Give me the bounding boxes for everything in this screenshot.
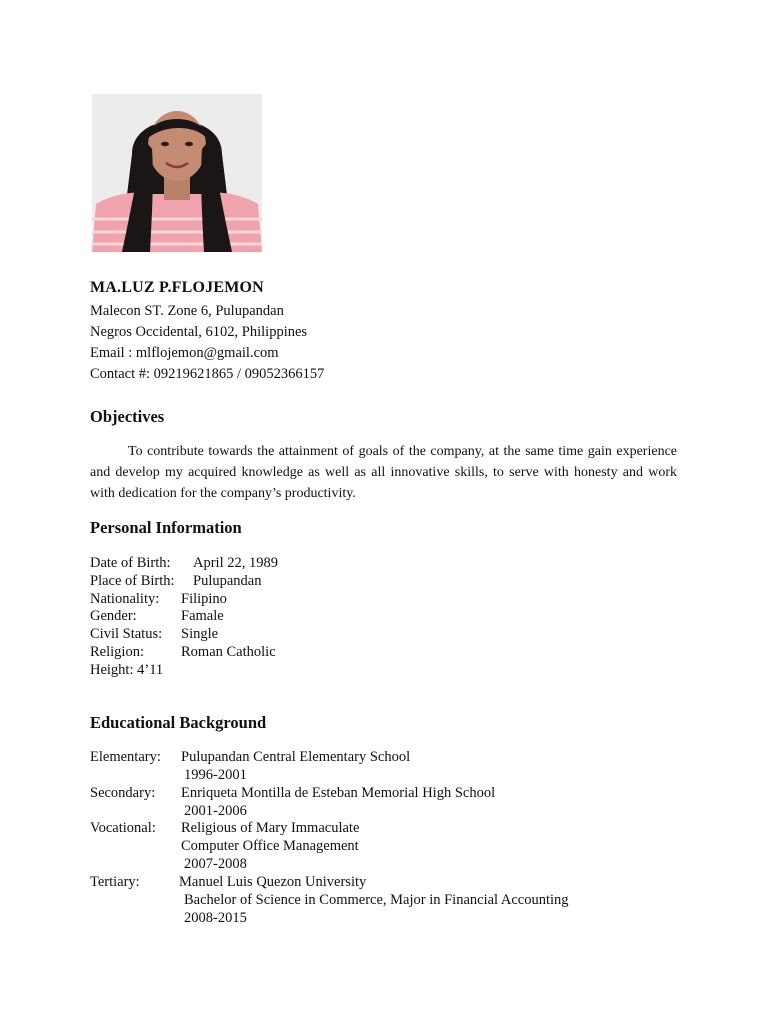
personal-value: April 22, 1989 xyxy=(193,555,278,571)
school-name: Manuel Luis Quezon University xyxy=(179,874,367,890)
address-line-2: Negros Occidental, 6102, Philippines xyxy=(90,324,308,340)
personal-label: Place of Birth: xyxy=(90,573,175,589)
personal-value: Pulupandan xyxy=(193,573,262,589)
school-years: 1996-2001 xyxy=(184,767,247,783)
course-name: Computer Office Management xyxy=(181,838,359,854)
education-label: Vocational: xyxy=(90,820,156,836)
profile-photo xyxy=(92,94,262,252)
education-label: Elementary: xyxy=(90,749,161,765)
school-years: 2007-2008 xyxy=(184,856,247,872)
address-line-1: Malecon ST. Zone 6, Pulupandan xyxy=(90,303,284,319)
applicant-name: MA.LUZ P.FLOJEMON xyxy=(90,279,264,296)
personal-label: Date of Birth: xyxy=(90,555,171,571)
school-name: Religious of Mary Immaculate xyxy=(181,820,360,836)
school-name: Pulupandan Central Elementary School xyxy=(181,749,411,765)
personal-value: Filipino xyxy=(181,591,227,607)
personal-label: Gender: xyxy=(90,608,137,624)
education-label: Tertiary: xyxy=(90,874,140,890)
personal-info-heading: Personal Information xyxy=(90,518,242,537)
objectives-heading: Objectives xyxy=(90,407,165,426)
email-line: Email : mlflojemon@gmail.com xyxy=(90,345,279,361)
school-years: 2001-2006 xyxy=(184,803,247,819)
personal-label: Nationality: xyxy=(90,591,160,607)
contact-number-line: Contact #: 09219621865 / 09052366157 xyxy=(90,366,325,382)
education-heading: Educational Background xyxy=(90,713,267,732)
personal-label: Civil Status: xyxy=(90,626,163,642)
personal-value: Single xyxy=(181,626,219,642)
height-line: Height: 4’11 xyxy=(90,662,164,678)
personal-label: Religion: xyxy=(90,644,144,660)
school-years: 2008-2015 xyxy=(184,910,247,926)
course-name: Bachelor of Science in Commerce, Major in Financial Accounting xyxy=(184,892,569,908)
personal-value: Roman Catholic xyxy=(181,644,276,660)
education-label: Secondary: xyxy=(90,785,156,801)
personal-value: Famale xyxy=(181,608,224,624)
objectives-paragraph: To contribute towards the attainment of goals of the company, at the same time gain experience and develop my acquired knowledge as well as all innovative skills, to serve with honesty and work with dedication for the company’s productivity. xyxy=(90,444,677,501)
school-name: Enriqueta Montilla de Esteban Memorial High School xyxy=(181,785,496,801)
